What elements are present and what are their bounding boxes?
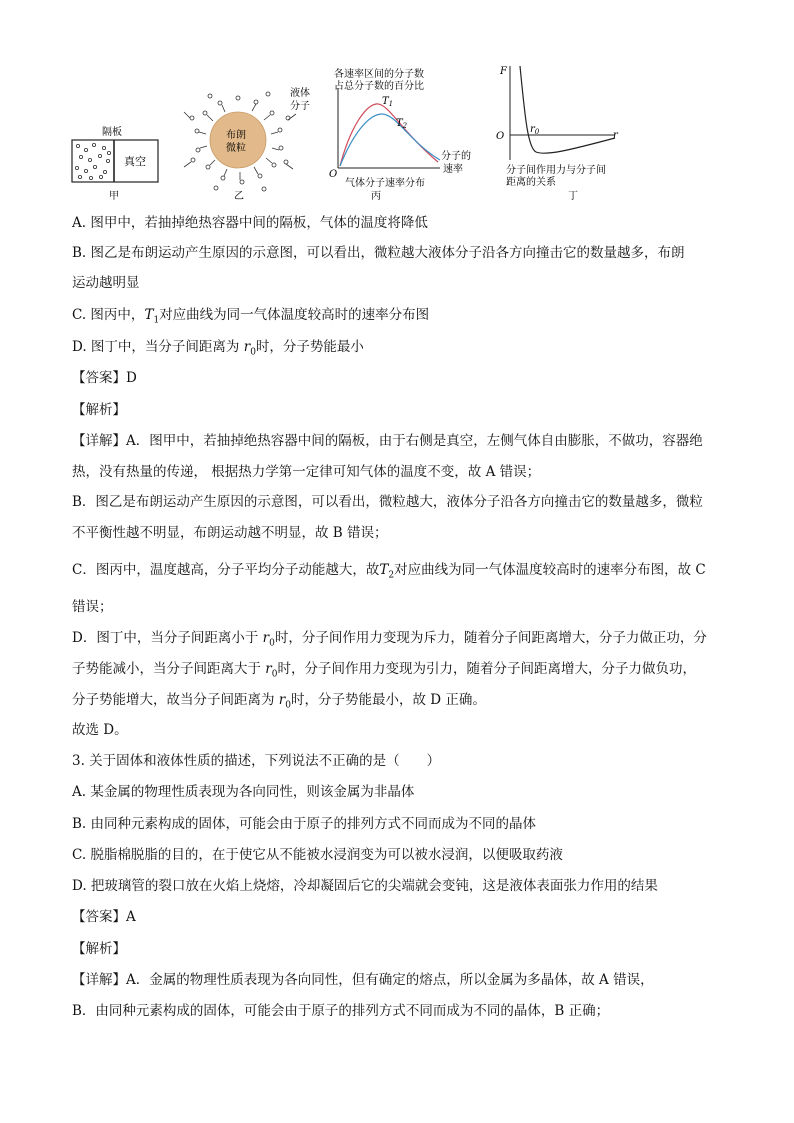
q2-detail-9: 分子势能增大，故当分子间距离为 $r_0$时，分子势能最小，故 D 正确。: [72, 692, 486, 711]
ding-title-2: 距离的关系: [506, 177, 556, 188]
q2-detail-7: D．图丁中，当分子间距离小于 $r_0$时，分子间作用力变现为斥力，随着分子间距离增大，分子力做正功，分: [72, 630, 707, 649]
particle-label-2: 微粒: [226, 143, 246, 154]
q2-analysis: 【解析】: [72, 402, 126, 418]
q2-detail-3: B．图乙是布朗运动产生原因的示意图，可以看出，微粒越大，液体分子沿各方向撞击它的数量越多，微粒: [72, 494, 703, 510]
vacuum-label: 真空: [124, 155, 146, 168]
q2-detail-2: 热，没有热量的传递， 根据热力学第一定律可知气体的温度不变，故 A 错误；: [72, 464, 541, 480]
caption-jia: 甲: [109, 191, 119, 202]
curve-t2: [340, 114, 440, 166]
figure-bing: [329, 67, 471, 202]
q3-detail-2: B．由同种元素构成的固体，可能会由于原子的排列方式不同而成为不同的晶体，B 正确；: [72, 1003, 610, 1019]
t2-label: $T_2$: [396, 118, 408, 130]
liquid-label-1: 液体: [290, 88, 310, 99]
q2-option-b-line1: B. 图乙是布朗运动产生原因的示意图，可以看出，微粒越大液体分子沿各方向撞击它的数量越多，布朗: [72, 245, 685, 261]
q2-option-b-line2: 运动越明显: [72, 275, 140, 291]
caption-bing: 丙: [371, 191, 381, 202]
bing-xlabel-1: 分子的: [441, 151, 471, 162]
figure-yi: [184, 86, 310, 202]
figure-jia: [72, 125, 158, 202]
partition-label: 隔板: [102, 127, 122, 138]
q2-option-c: C. 图丙中，$T_1$对应曲线为同一气体温度较高时的速率分布图: [72, 307, 430, 326]
q2-detail-4: 不平衡性越不明显，布朗运动越不明显，故 B 错误；: [72, 525, 388, 541]
physics-figure: [60, 58, 660, 208]
ding-origin: O: [496, 131, 505, 142]
curve-t1: [340, 104, 438, 166]
q2-choose: 故选 D。: [72, 722, 128, 738]
bing-ylabel-1: 各速率区间的分子数: [334, 69, 424, 80]
ding-title-1: 分子间作用力与分子间: [506, 165, 606, 176]
q3-detail-1: 【详解】A．金属的物理性质表现为各向同性，但有确定的熔点，所以金属为多晶体，故 A 错误，: [72, 972, 654, 988]
bing-xlabel-2: 速率: [443, 164, 463, 175]
force-curve: [520, 66, 615, 153]
caption-ding: 丁: [568, 191, 578, 202]
q2-detail-6: 错误；: [72, 599, 113, 615]
q2-answer: 【答案】D: [72, 370, 137, 386]
q2-option-d: D. 图丁中，当分子间距离为 $r_0$时，分子势能最小: [72, 339, 364, 358]
q3-answer: 【答案】A: [72, 909, 136, 925]
q3-option-c: C. 脱脂棉脱脂的目的，在于使它从不能被水浸润变为可以被水浸润，以便吸取药液: [72, 847, 563, 863]
caption-yi: 乙: [234, 191, 244, 202]
r0-label: $r_0$: [530, 124, 540, 136]
bing-ylabel-2: 占总分子数的百分比: [334, 81, 424, 92]
q2-detail-5: C．图丙中，温度越高，分子平均分子动能越大，故$T_2$对应曲线为同一气体温度较高时的速率分布图，故 C: [72, 562, 706, 581]
q3-option-a: A. 某金属的物理性质表现为各向同性，则该金属为非晶体: [72, 784, 415, 800]
figure-ding: [496, 66, 619, 202]
bing-origin: O: [329, 169, 338, 180]
q3-stem: 3. 关于固体和液体性质的描述，下列说法不正确的是（ ）: [72, 753, 441, 769]
bing-title: 气体分子速率分布: [345, 178, 425, 189]
particle-label-1: 布朗: [226, 130, 246, 141]
q2-option-a: A. 图甲中，若抽掉绝热容器中间的隔板，气体的温度将降低: [72, 215, 428, 231]
q3-option-b: B. 由同种元素构成的固体，可能会由于原子的排列方式不同而成为不同的晶体: [72, 816, 537, 832]
ding-xlabel: r: [613, 130, 618, 141]
t1-label: $T_1$: [382, 96, 394, 108]
q3-option-d: D. 把玻璃管的裂口放在火焰上烧熔，冷却凝固后它的尖端就会变钝，这是液体表面张力作用的结果: [72, 878, 658, 894]
q3-analysis: 【解析】: [72, 941, 126, 957]
q2-detail-8: 子势能减小，当分子间距离大于 $r_0$时，分子间作用力变现为引力，随着分子间距离增大，分子力做负功，: [72, 661, 696, 680]
ding-ylabel: F: [500, 66, 507, 77]
liquid-label-2: 分子: [290, 101, 310, 112]
gas-molecules: [75, 143, 110, 179]
q2-detail-1: 【详解】A．图甲中，若抽掉绝热容器中间的隔板，由于右侧是真空，左侧气体自由膨胀，不做功，容器绝: [72, 433, 703, 449]
